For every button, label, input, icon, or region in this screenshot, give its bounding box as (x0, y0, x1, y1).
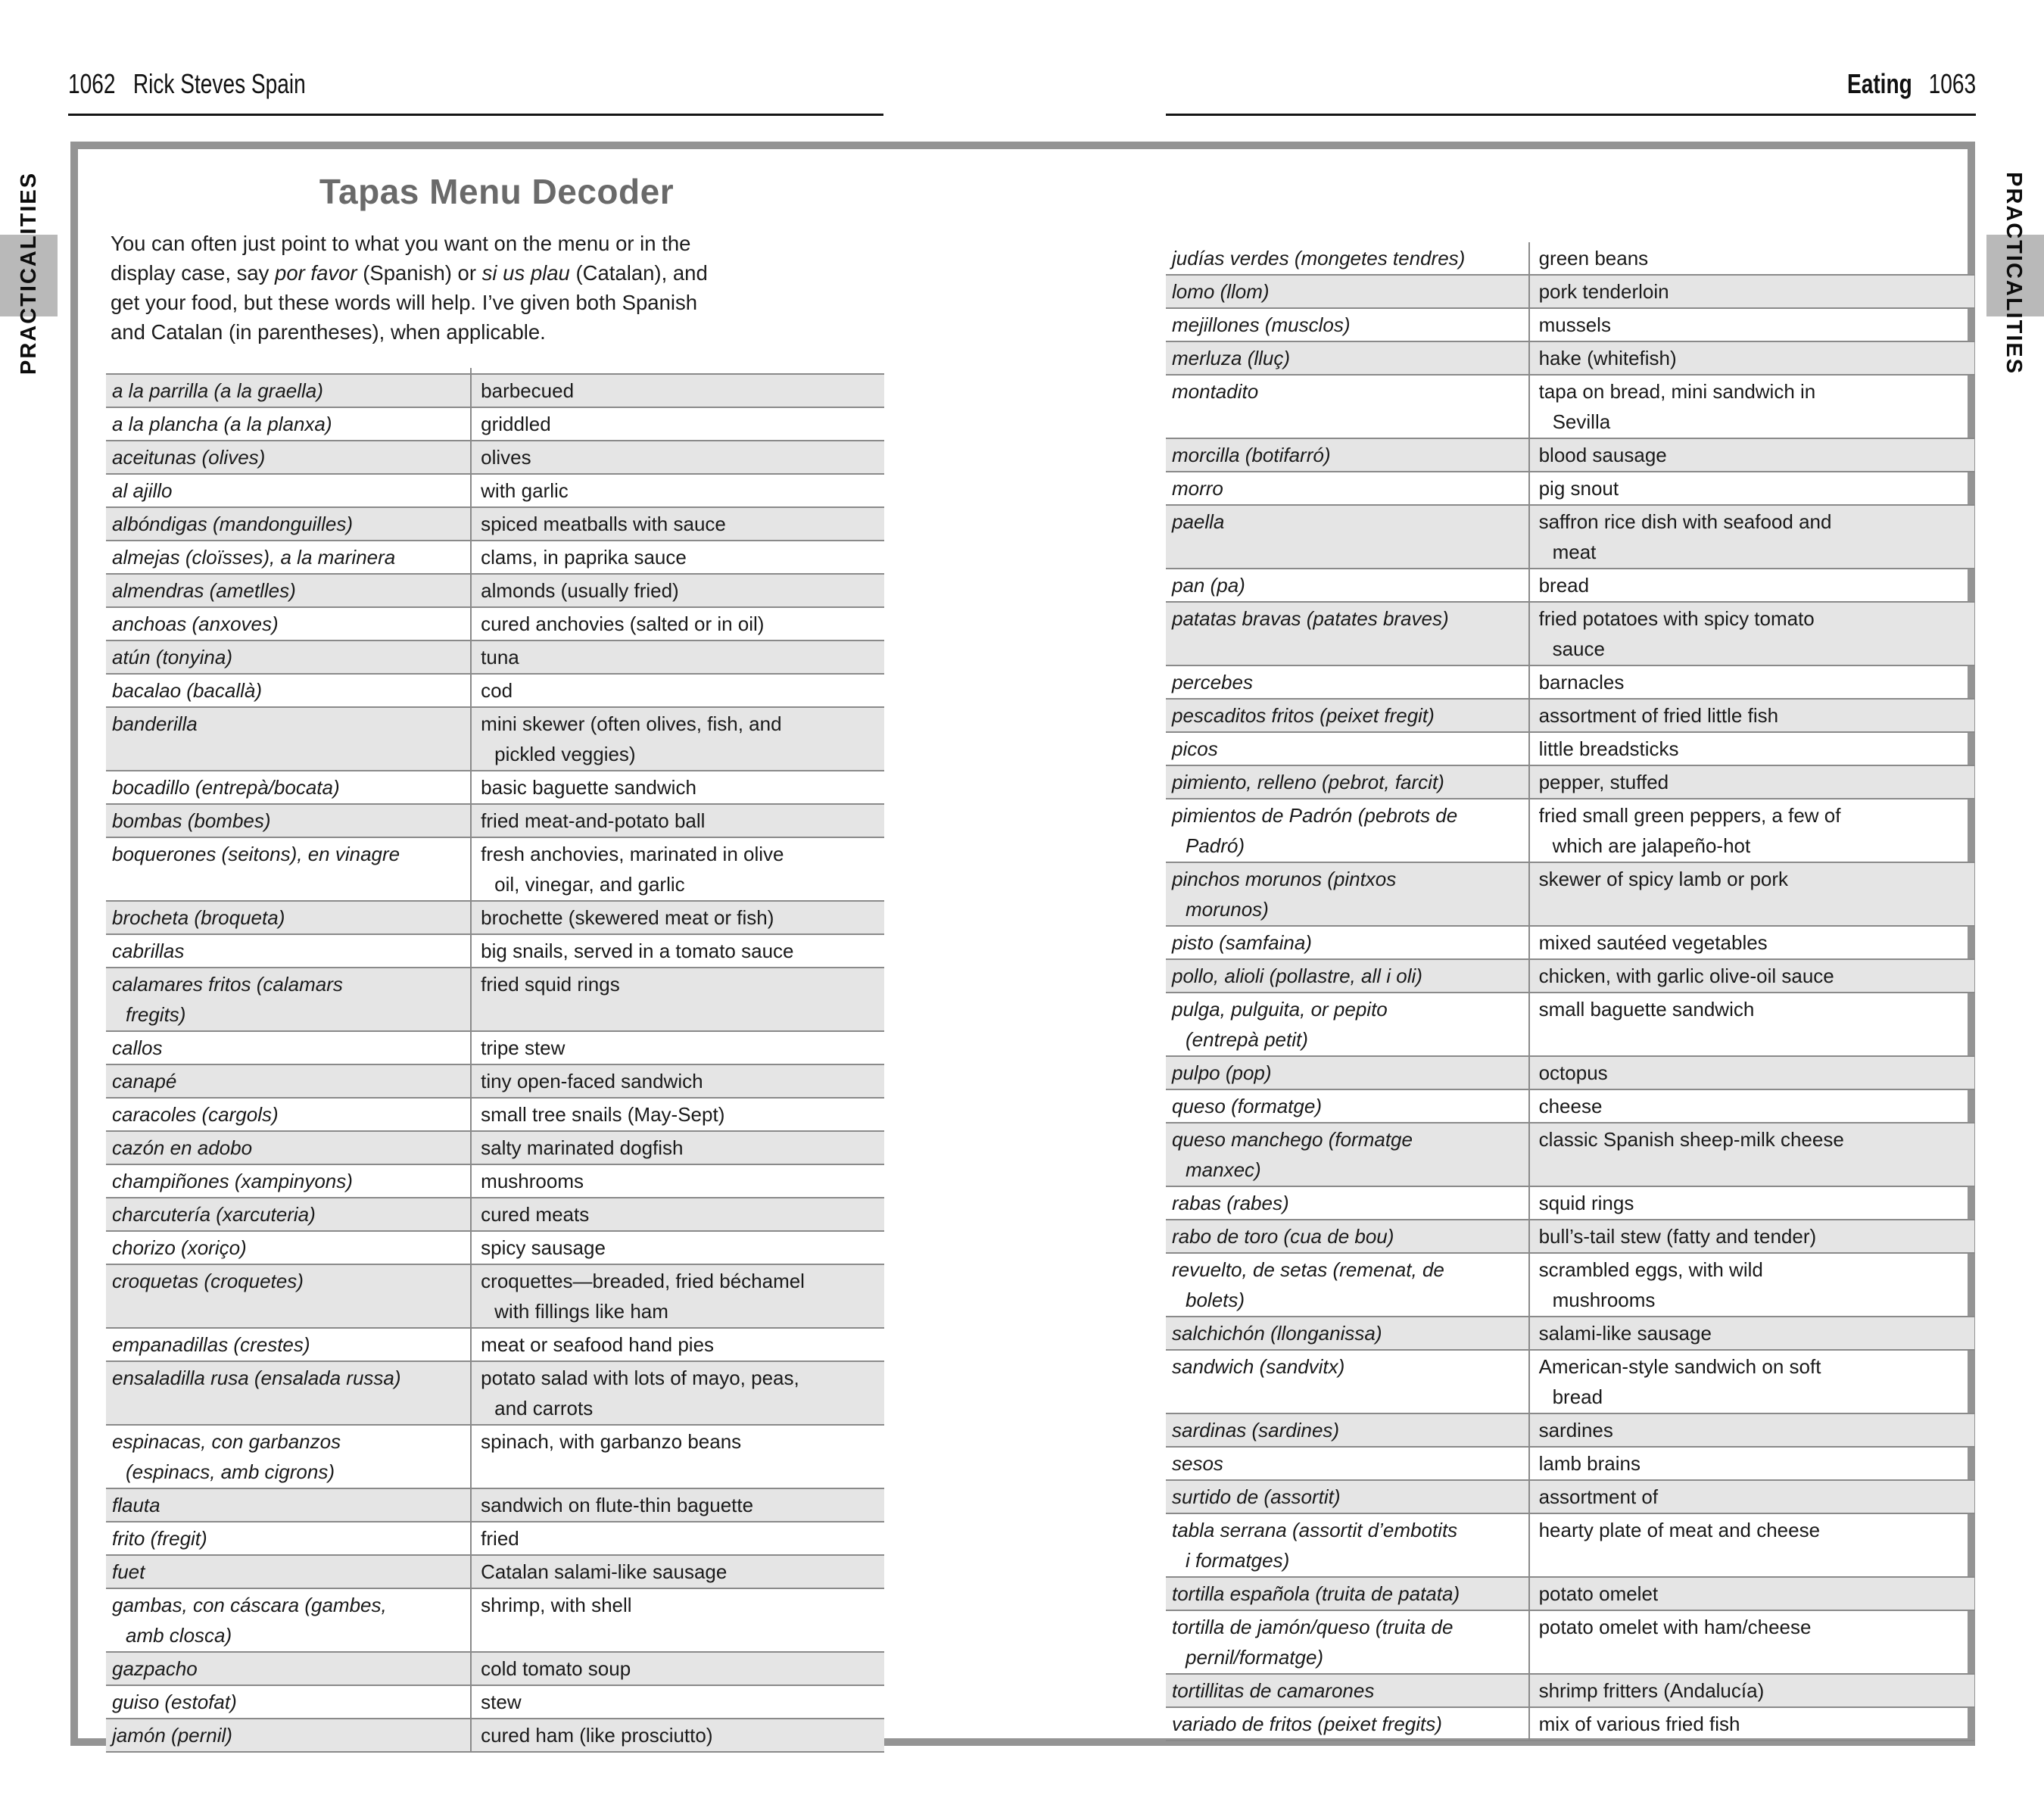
english-translation-cell: spicy sausage (481, 1236, 606, 1259)
table-row (1166, 1414, 1974, 1448)
table-row (106, 1099, 884, 1132)
english-translation-cell: with garlic (481, 479, 569, 502)
english-translation-cell: potato omelet (1538, 1582, 1659, 1605)
spanish-term-cell: paella (1166, 506, 1530, 568)
spanish-term-cell: tortillitas de camarones (1166, 1675, 1530, 1706)
table-row (106, 968, 884, 1032)
english-translation-cell: basic baguette sandwich (481, 776, 696, 799)
table-row (106, 1265, 884, 1329)
table-row (1166, 1448, 1974, 1481)
spanish-term-cell: boquerones (seitons), en vinagre (106, 838, 472, 900)
table-row (1166, 342, 1974, 376)
table-row (1166, 863, 1974, 927)
table-row (1166, 439, 1974, 472)
spanish-term-cell: picos (1166, 733, 1530, 765)
spanish-term-cell: canapé (106, 1065, 472, 1097)
english-translation-cell: almonds (usually fried) (481, 579, 679, 602)
section-title: Eating (1846, 68, 1912, 99)
table-row (106, 1686, 884, 1719)
table-row (1166, 1514, 1974, 1578)
spanish-term-cell: caracoles (cargols) (106, 1099, 472, 1130)
english-translation-cell: mix of various fried fish (1538, 1713, 1740, 1735)
spanish-term-cell: ensaladilla rusa (ensalada russa) (106, 1362, 472, 1424)
spanish-term-cell: bocadillo (entrepà/bocata) (106, 771, 472, 803)
table-row (1166, 276, 1974, 309)
table-row (1166, 1254, 1974, 1317)
english-translation-cell: griddled (481, 413, 551, 435)
spanish-term-cell: rabo de toro (cua de bou) (1166, 1220, 1530, 1252)
table-row (1166, 1220, 1974, 1254)
table-row (106, 1489, 884, 1522)
spanish-term-cell: pimientos de Padrón (pebrots de Padró) (1166, 799, 1530, 862)
table-row (106, 902, 884, 935)
english-translation-cell: salami-like sausage (1538, 1322, 1712, 1345)
intro-line: get your food, but these words will help. I’ve given both Spanish (111, 291, 698, 314)
table-row (106, 1032, 884, 1065)
spanish-term-cell: tortilla española (truita de patata) (1166, 1578, 1530, 1610)
spanish-term-cell: mejillones (musclos) (1166, 309, 1530, 341)
spanish-term-cell: sesos (1166, 1448, 1530, 1479)
spanish-term-cell: croquetas (croquetes) (106, 1265, 472, 1327)
table-row (1166, 603, 1974, 666)
english-translation-cell: tiny open-faced sandwich (481, 1070, 703, 1092)
table-row (1166, 993, 1974, 1057)
book-title: Rick Steves Spain (132, 68, 306, 99)
table-row (1166, 1124, 1974, 1187)
table-row (1166, 927, 1974, 960)
spanish-term-cell: patatas bravas (patates braves) (1166, 603, 1530, 665)
intro-line: You can often just point to what you want on the menu or in the (111, 232, 691, 255)
english-translation-cell: shrimp, with shell (481, 1594, 632, 1616)
table-row (106, 1426, 884, 1489)
spanish-term-cell: pisto (samfaina) (1166, 927, 1530, 958)
spanish-term-cell: bombas (bombes) (106, 805, 472, 837)
table-row (106, 641, 884, 675)
intro-line: and Catalan (in parentheses), when applicable. (111, 320, 546, 344)
table-row (1166, 960, 1974, 993)
english-translation-cell: little breadsticks (1538, 737, 1679, 760)
english-translation-cell: mixed sautéed vegetables (1538, 931, 1768, 954)
table-row (1166, 1578, 1974, 1611)
english-translation-cell: cold tomato soup (481, 1657, 631, 1680)
english-translation-cell: small tree snails (May-Sept) (481, 1103, 725, 1126)
english-translation-cell: American-style sandwich on soft bread (1538, 1355, 1821, 1408)
table-row (1166, 506, 1974, 569)
table-row (106, 441, 884, 475)
spanish-term-cell: gambas, con cáscara (gambes, amb closca) (106, 1589, 472, 1651)
english-translation-cell: pig snout (1538, 477, 1619, 500)
table-row (106, 1132, 884, 1165)
english-translation-cell: mini skewer (often olives, fish, and pickled veggies) (481, 712, 782, 765)
spanish-term-cell: tabla serrana (assortit d’embotits i formatges) (1166, 1514, 1530, 1576)
table-row (106, 1719, 884, 1753)
header-rule-left (68, 114, 883, 116)
english-translation-cell: squid rings (1538, 1192, 1634, 1214)
table-row (106, 1165, 884, 1198)
english-translation-cell: spinach, with garbanzo beans (481, 1430, 742, 1453)
spanish-term-cell: rabas (rabes) (1166, 1187, 1530, 1219)
table-row (1166, 1675, 1974, 1708)
english-translation-cell: skewer of spicy lamb or pork (1538, 868, 1789, 890)
english-translation-cell: meat or seafood hand pies (481, 1333, 715, 1356)
spanish-term-cell: gazpacho (106, 1653, 472, 1685)
english-translation-cell: Catalan salami-like sausage (481, 1560, 728, 1583)
spanish-term-cell: sandwich (sandvitx) (1166, 1351, 1530, 1413)
table-row (106, 935, 884, 968)
english-translation-cell: octopus (1538, 1061, 1608, 1084)
table-row (1166, 1057, 1974, 1090)
table-row (106, 1065, 884, 1099)
english-translation-cell: stew (481, 1691, 522, 1713)
table-row (1166, 376, 1974, 439)
spanish-term-cell: almendras (ametlles) (106, 575, 472, 606)
english-translation-cell: small baguette sandwich (1538, 998, 1755, 1021)
spanish-term-cell: morcilla (botifarró) (1166, 439, 1530, 471)
table-row (106, 1522, 884, 1556)
english-translation-cell: spiced meatballs with sauce (481, 513, 726, 535)
english-translation-cell: salty marinated dogfish (481, 1136, 684, 1159)
table-row (1166, 569, 1974, 603)
english-translation-cell: hake (whitefish) (1538, 347, 1677, 369)
page-number-left: 1062 (68, 68, 116, 99)
decoder-intro (111, 229, 898, 347)
table-row (106, 475, 884, 508)
spanish-term-cell: flauta (106, 1489, 472, 1521)
english-translation-cell: hearty plate of meat and cheese (1538, 1519, 1821, 1541)
table-row (106, 1329, 884, 1362)
table-row (1166, 700, 1974, 733)
spanish-term-cell: guiso (estofat) (106, 1686, 472, 1718)
table-row (1166, 1090, 1974, 1124)
spanish-term-cell: anchoas (anxoves) (106, 608, 472, 640)
spanish-term-cell: merluza (lluç) (1166, 342, 1530, 374)
english-translation-cell: tuna (481, 646, 519, 669)
spanish-term-cell: lomo (llom) (1166, 276, 1530, 307)
side-tab-left: PRACTICALITIES (17, 171, 41, 376)
spanish-term-cell: frito (fregit) (106, 1522, 472, 1554)
table-row (1166, 1317, 1974, 1351)
english-translation-cell: fried meat-and-potato ball (481, 809, 706, 832)
spanish-term-cell: morro (1166, 472, 1530, 504)
spanish-term-cell: a la plancha (a la planxa) (106, 408, 472, 440)
spanish-term-cell: banderilla (106, 708, 472, 770)
spanish-term-cell: jamón (pernil) (106, 1719, 472, 1751)
table-row (106, 805, 884, 838)
english-translation-cell: bread (1538, 574, 1590, 597)
spanish-term-cell: champiñones (xampinyons) (106, 1165, 472, 1197)
english-translation-cell: barnacles (1538, 671, 1625, 693)
table-row (1166, 1611, 1974, 1675)
spanish-term-cell: bacalao (bacallà) (106, 675, 472, 706)
spanish-term-cell: brocheta (broqueta) (106, 902, 472, 933)
english-translation-cell: cured anchovies (salted or in oil) (481, 612, 765, 635)
table-row (1166, 733, 1974, 766)
table-row (106, 1556, 884, 1589)
spanish-term-cell: empanadillas (crestes) (106, 1329, 472, 1360)
english-translation-cell: tapa on bread, mini sandwich in Sevilla (1538, 380, 1816, 433)
running-head-left (68, 68, 306, 100)
spanish-term-cell: chorizo (xoriço) (106, 1232, 472, 1264)
english-translation-cell: mushrooms (481, 1170, 584, 1192)
table-row (1166, 242, 1974, 276)
table-row (1166, 799, 1974, 863)
spanish-term-cell: pinchos morunos (pintxos morunos) (1166, 863, 1530, 925)
table-row (106, 375, 884, 408)
spanish-term-cell: atún (tonyina) (106, 641, 472, 673)
spanish-term-cell: pulga, pulguita, or pepito (entrepà petit) (1166, 993, 1530, 1055)
spanish-term-cell: queso manchego (formatge manxec) (1166, 1124, 1530, 1186)
spanish-term-cell: pan (pa) (1166, 569, 1530, 601)
header-rule-right (1166, 114, 1976, 116)
decoder-title: Tapas Menu Decoder (319, 172, 675, 211)
english-translation-cell: fried squid rings (481, 973, 620, 996)
side-tab-right: PRACTICALITIES (2002, 171, 2026, 376)
spanish-term-cell: variado de fritos (peixet fregits) (1166, 1708, 1530, 1740)
spanish-term-cell: callos (106, 1032, 472, 1064)
english-translation-cell: brochette (skewered meat or fish) (481, 906, 774, 929)
table-row (106, 508, 884, 541)
english-translation-cell: pepper, stuffed (1538, 771, 1669, 793)
english-translation-cell: pork tenderloin (1538, 280, 1669, 303)
spanish-term-cell: percebes (1166, 666, 1530, 698)
spanish-term-cell: montadito (1166, 376, 1530, 438)
english-translation-cell: croquettes—breaded, fried béchamel with fillings like ham (481, 1270, 805, 1323)
table-row (1166, 472, 1974, 506)
english-translation-cell: sandwich on flute-thin baguette (481, 1494, 754, 1516)
english-translation-cell: potato salad with lots of mayo, peas, and carrots (481, 1367, 799, 1420)
spanish-term-cell: charcutería (xarcuteria) (106, 1198, 472, 1230)
spanish-term-cell: al ajillo (106, 475, 472, 506)
table-row (106, 575, 884, 608)
english-translation-cell: classic Spanish sheep-milk cheese (1538, 1128, 1844, 1151)
english-translation-cell: tripe stew (481, 1036, 566, 1059)
english-translation-cell: assortment of (1538, 1485, 1659, 1508)
spanish-term-cell: a la parrilla (a la graella) (106, 375, 472, 407)
english-translation-cell: potato omelet with ham/cheese (1538, 1616, 1812, 1638)
spanish-term-cell: fuet (106, 1556, 472, 1588)
spanish-term-cell: judías verdes (mongetes tendres) (1166, 242, 1530, 274)
spanish-term-cell: albóndigas (mandonguilles) (106, 508, 472, 540)
table-row (106, 541, 884, 575)
english-translation-cell: cheese (1538, 1095, 1603, 1117)
tapas-table-right (1166, 242, 1974, 1741)
english-translation-cell: sardines (1538, 1419, 1613, 1441)
table-row (106, 1198, 884, 1232)
spanish-term-cell: calamares fritos (calamars fregits) (106, 968, 472, 1030)
spanish-term-cell: pimiento, relleno (pebrot, farcit) (1166, 766, 1530, 798)
table-row (106, 1362, 884, 1426)
english-translation-cell: fried potatoes with spicy tomato sauce (1538, 607, 1815, 660)
table-row (1166, 1187, 1974, 1220)
table-row (106, 1653, 884, 1686)
english-translation-cell: cod (481, 679, 513, 702)
english-translation-cell: cured ham (like prosciutto) (481, 1724, 713, 1747)
spanish-term-cell: surtido de (assortit) (1166, 1481, 1530, 1513)
spanish-term-cell: queso (formatge) (1166, 1090, 1530, 1122)
page-number-right: 1063 (1928, 68, 1976, 99)
english-translation-cell: fried small green peppers, a few of which are jalapeño-hot (1538, 804, 1841, 857)
spanish-term-cell: cazón en adobo (106, 1132, 472, 1164)
english-translation-cell: fried (481, 1527, 519, 1550)
table-row (106, 608, 884, 641)
table-row (106, 708, 884, 771)
table-row (106, 838, 884, 902)
english-translation-cell: shrimp fritters (Andalucía) (1538, 1679, 1765, 1702)
english-translation-cell: mussels (1538, 313, 1611, 336)
english-translation-cell: bull’s-tail stew (fatty and tender) (1538, 1225, 1817, 1248)
table-row (106, 1589, 884, 1653)
english-translation-cell: cured meats (481, 1203, 590, 1226)
spanish-term-cell: pollo, alioli (pollastre, all i oli) (1166, 960, 1530, 992)
english-translation-cell: saffron rice dish with seafood and meat (1538, 510, 1832, 563)
english-translation-cell: lamb brains (1538, 1452, 1640, 1475)
english-translation-cell: fresh anchovies, marinated in olive oil, vinegar, and garlic (481, 843, 784, 896)
spanish-term-cell: salchichón (llonganissa) (1166, 1317, 1530, 1349)
table-row (106, 771, 884, 805)
table-row (106, 408, 884, 441)
english-translation-cell: assortment of fried little fish (1538, 704, 1779, 727)
spanish-term-cell: sardinas (sardines) (1166, 1414, 1530, 1446)
spanish-term-cell: pulpo (pop) (1166, 1057, 1530, 1089)
spanish-term-cell: espinacas, con garbanzos (espinacs, amb cigrons) (106, 1426, 472, 1488)
english-translation-cell: big snails, served in a tomato sauce (481, 940, 794, 962)
spanish-term-cell: aceitunas (olives) (106, 441, 472, 473)
table-row (1166, 766, 1974, 799)
english-translation-cell: barbecued (481, 379, 575, 402)
table-row (106, 675, 884, 708)
intro-line: display case, say por favor (Spanish) or si us plau (Catalan), and (111, 261, 708, 285)
english-translation-cell: olives (481, 446, 531, 469)
english-translation-cell: chicken, with garlic olive-oil sauce (1538, 965, 1834, 987)
table-row (1166, 309, 1974, 342)
spanish-term-cell: almejas (cloïsses), a la marinera (106, 541, 472, 573)
table-row (1166, 1481, 1974, 1514)
running-head-right (1847, 68, 1976, 100)
english-translation-cell: clams, in paprika sauce (481, 546, 687, 569)
english-translation-cell: scrambled eggs, with wild mushrooms (1538, 1258, 1763, 1311)
table-row (106, 1232, 884, 1265)
table-row (1166, 666, 1974, 700)
spanish-term-cell: tortilla de jamón/queso (truita de pernil/formatge) (1166, 1611, 1530, 1673)
english-translation-cell: green beans (1538, 247, 1649, 270)
table-row (1166, 1708, 1974, 1741)
spanish-term-cell: pescaditos fritos (peixet fregit) (1166, 700, 1530, 731)
spanish-term-cell: revuelto, de setas (remenat, de bolets) (1166, 1254, 1530, 1316)
spanish-term-cell: cabrillas (106, 935, 472, 967)
tapas-table-left (106, 373, 884, 1753)
table-row (1166, 1351, 1974, 1414)
english-translation-cell: blood sausage (1538, 444, 1667, 466)
